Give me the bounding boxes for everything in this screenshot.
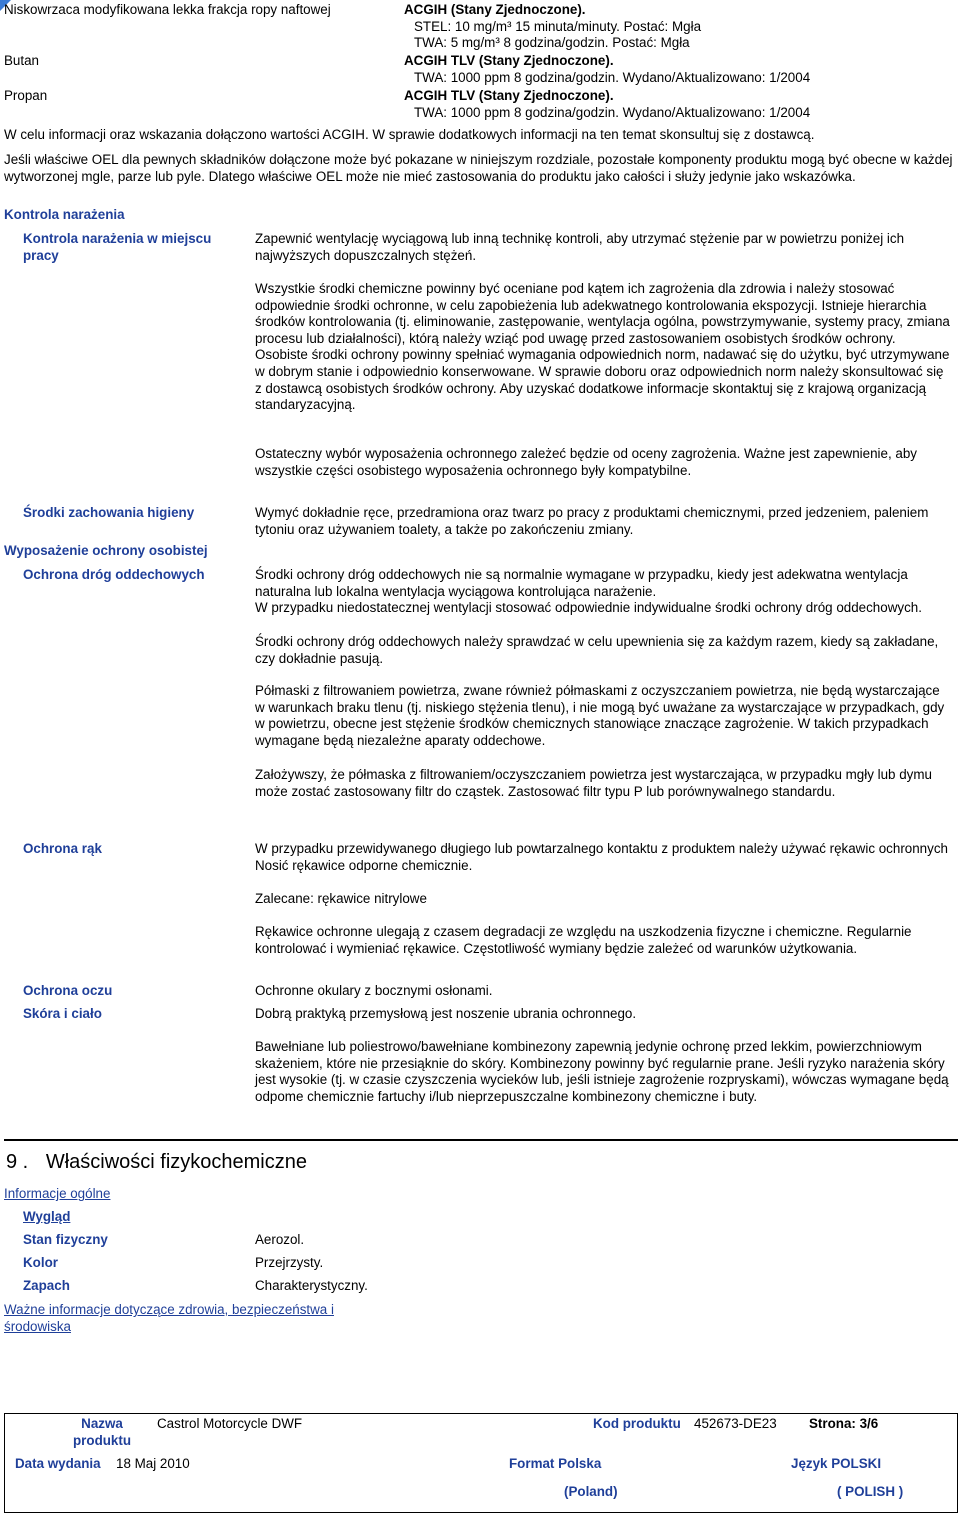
- hand-text-1: W przypadku przewidywanego długiego lub powtarzalnego kontaktu z produktem należy używać rękawic ochronnych Nosić rękawice odporne chemicznie.: [255, 841, 948, 873]
- physical-state-label: Stan fizyczny: [23, 1232, 108, 1247]
- respiratory-label: Ochrona dróg oddechowych: [23, 567, 205, 582]
- oel-substance-2: Butan: [4, 53, 39, 68]
- section-title: [6, 1150, 307, 1174]
- page-number: Strona: 3/6: [809, 1416, 879, 1431]
- hand-label: Ochrona rąk: [23, 841, 102, 856]
- workplace-text-3: Ostateczny wybór wyposażenia ochronnego zależeć będzie od oceny zagrożenia. Ważne jest zapewnienie, aby wszystkie części osobistego wyposażenia ochronnego były kompatybilne.: [255, 446, 917, 478]
- oel-stel: STEL: 10 mg/m³ 15 minuta/minuty. Postać: Mgła: [414, 18, 702, 34]
- product-name-label: [73, 1416, 131, 1449]
- issue-date-value: 18 Maj 2010: [116, 1456, 190, 1471]
- general-info-heading: Informacje ogólne: [4, 1186, 111, 1201]
- workplace-text-1: Zapewnić wentylację wyciągową lub inną technikę kontroli, aby utrzymać stężenie par w powietrzu poniżej ich najwyższych dopuszczalnych stężeń.: [255, 231, 905, 263]
- language-name: ( POLISH ): [837, 1484, 904, 1499]
- issue-date-label: Data wydania: [15, 1456, 101, 1471]
- section-heading: Właściwości fizykochemiczne: [45, 1151, 307, 1173]
- respiratory-text-5: Założywszy, że półmaska z filtrowaniem/oczyszczaniem powietrza jest wystarczająca, w przypadku mgły lub dymu może zostać zastosowany filtr do cząstek. Zastosować filtr typu P lub porównywalnego standardu.: [255, 767, 932, 799]
- ppe-label: Wyposażenie ochrony osobistej: [4, 543, 208, 558]
- oel-value-3: [404, 88, 810, 121]
- oel-substance-1: Niskowrzaca modyfikowana lekka frakcja ropy naftowej: [4, 2, 331, 17]
- section-number: 9 .: [6, 1151, 29, 1173]
- odor-value: Charakterystyczny.: [255, 1278, 368, 1293]
- color-label: Kolor: [23, 1255, 58, 1270]
- respiratory-text-3: Środki ochrony dróg oddechowych należy sprawdzać w celu upewnienia się za każdym razem, kiedy są zakładane, czy dokładnie pasują.: [255, 634, 939, 666]
- skin-label: Skóra i ciało: [23, 1006, 102, 1021]
- acgih-note: W celu informacji oraz wskazania dołączono wartości ACGIH. W sprawie dodatkowych informacji na ten temat skonsultuj się z dostawcą.: [4, 127, 815, 142]
- format-label: Format Polska: [509, 1456, 602, 1471]
- product-code-label: Kod produktu: [593, 1416, 681, 1431]
- skin-text-1: Dobrą praktyką przemysłową jest noszenie ubrania ochronnego.: [255, 1006, 637, 1021]
- workplace-text-2: Wszystkie środki chemiczne powinny być oceniane pod kątem ich zagrożenia dla zdrowia i należy stosować odpowiednie środki ochronne, w celu zapobieżenia lub adekwatnego kontrolowania ekspozycji. Istnieje hierarchia środków kontrolowania (tj. eliminowanie, zastępowanie, wentylacja ogólna, powstrzymywanie, systemy pracy, zmiana procesu lub działalności), którą należy wziąć pod uwagę przed zastosowaniem osobistych środków ochrony. Osobiste środki ochrony powinny spełniać wymagania odpowiednich norm, nadawać się do użytku, być utrzymywane w dobrym stanie i odpowiednio konserwowane. W sprawie doboru oraz odpowiednich norm należy skonsultować się z dostawcą osobistych środków ochrony. Aby uzyskać dodatkowe informacje skontaktuj się z krajową organizacją standaryzacyjną.: [255, 281, 950, 413]
- product-code-value: 452673-DE23: [694, 1416, 777, 1431]
- language-label: Język POLSKI: [791, 1456, 882, 1471]
- oel-substance-3: Propan: [4, 88, 48, 103]
- hygiene-text: Wymyć dokładnie ręce, przedramiona oraz twarz po pracy z produktami chemicznymi, przed jedzeniem, paleniem tytoniu oraz używaniem toalety, a także po zakończeniu zmiany.: [255, 505, 929, 537]
- oel-value-2: [404, 53, 810, 86]
- hygiene-label: Środki zachowania higieny: [23, 505, 195, 520]
- oel-twa: TWA: 1000 ppm 8 godzina/godzin. Wydano/Aktualizowano: 1/2004: [414, 69, 811, 85]
- oel-standard: ACGIH (Stany Zjednoczone).: [404, 2, 586, 17]
- product-name-value: Castrol Motorcycle DWF: [157, 1416, 303, 1431]
- oel-standard: ACGIH TLV (Stany Zjednoczone).: [404, 53, 614, 68]
- hand-text-2: Zalecane: rękawice nitrylowe: [255, 891, 427, 906]
- oel-value-1: [404, 2, 701, 52]
- oel-twa: TWA: 1000 ppm 8 godzina/godzin. Wydano/Aktualizowano: 1/2004: [414, 104, 811, 120]
- color-value: Przejrzysty.: [255, 1255, 324, 1270]
- skin-text-2: Bawełniane lub poliestrowo/bawełniane kombinezony zapewnią jedynie ochronę przed lekkim, powierzchniowym skażeniem, które nie przesiąknie do skóry. Kombinezony powinny być regularnie prane. Jeśli ryzyko narażenia skóry jest wysokie (tj. w czasie czyszczenia wycieków lub, jeśli istnieje zagrożenie rozpryskami), wówczas wymagane będą odpome chemicznie fartuchy i/lub nieprzepuszczalne kombinezony chemiczne i buty.: [255, 1039, 949, 1104]
- odor-label: Zapach: [23, 1278, 70, 1293]
- respiratory-text-2: W przypadku niedostatecznej wentylacji stosować odpowiednie indywidualne środki ochrony dróg oddechowych.: [255, 600, 922, 615]
- product-name-label-line2: produktu: [73, 1432, 132, 1448]
- eye-text: Ochronne okulary z bocznymi osłonami.: [255, 983, 493, 998]
- hand-text-3: Rękawice ochronne ulegają z czasem degradacji ze względu na uszkodzenia fizyczne i chemiczne. Regularnie kontrolować i wymieniać rękawice. Częstotliwość wymiany będzie zależeć od warunków użytkowania.: [255, 924, 912, 956]
- format-country: (Poland): [564, 1484, 618, 1499]
- footer-box: [4, 1413, 958, 1513]
- physical-state-value: Aerozol.: [255, 1232, 305, 1247]
- oel-note: Jeśli właściwe OEL dla pewnych składników dołączone może być pokazane w niniejszym rozdziale, pozostałe komponenty produktu mogą być obecne w każdej wytworzonej mgle, parze lub pyle. Dlatego właściwe OEL może nie mieć zastosowania do produktu jako całości i służy jedynie jako wskazówka.: [4, 152, 953, 184]
- product-name-label-line1: Nazwa: [81, 1416, 123, 1431]
- oel-standard: ACGIH TLV (Stany Zjednoczone).: [404, 88, 614, 103]
- exposure-heading: Kontrola narażenia: [4, 207, 125, 222]
- section-divider: [4, 1139, 958, 1141]
- appearance-heading: Wygląd: [23, 1209, 71, 1224]
- workplace-label: Kontrola narażenia w miejscu pracy: [23, 231, 212, 263]
- important-info-heading: Ważne informacje dotyczące zdrowia, bezpieczeństwa i środowiska: [4, 1302, 334, 1334]
- oel-twa: TWA: 5 mg/m³ 8 godzina/godzin. Postać: Mgła: [414, 35, 690, 51]
- respiratory-text-1: Środki ochrony dróg oddechowych nie są normalnie wymagane w przypadku, kiedy jest adekwatna wentylacja naturalna lub lokalna wentylacja wyciągowa kontrolująca narażenie.: [255, 567, 908, 599]
- respiratory-text-4: Półmaski z filtrowaniem powietrza, zwane również półmaskami z oczyszczaniem powietrza, nie będą wystarczające w warunkach braku tlenu (tj. niskiego stężenia tlenu), i nie mogą być uważane za wystarczające w przypadkach, gdy w powietrzu, obecne jest stężenie środków chemicznych stanowiące znaczące zagrożenie. W takich przypadkach wymagane będą niezależne aparaty oddechowe.: [255, 683, 945, 748]
- eye-label: Ochrona oczu: [23, 983, 113, 998]
